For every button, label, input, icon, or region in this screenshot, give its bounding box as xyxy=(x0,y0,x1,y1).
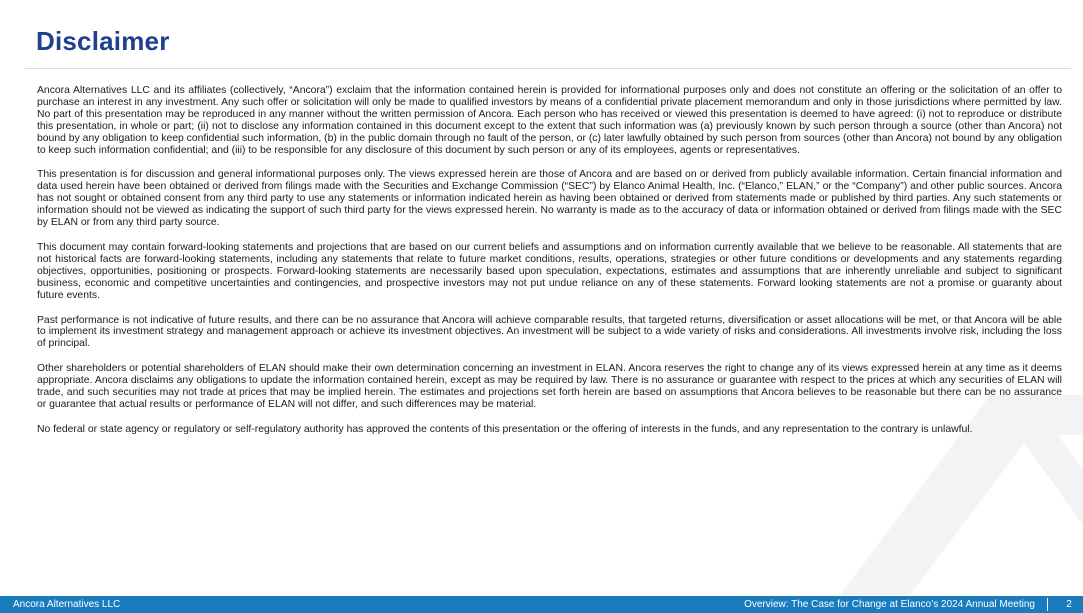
footer-presentation-title: Overview: The Case for Change at Elanco’s 2024 Annual Meeting xyxy=(744,599,1035,610)
disclaimer-paragraph: This document may contain forward-looking statements and projections that are based on our current beliefs and assumptions and on information currently available that we believe to be reasonable. All statements that are not historical facts are forward-looking statements, including any statements that relate to future market conditions, results, operations, strategies or other future conditions or developments and any statements regarding objectives, opportunities, positioning or prospects. Forward-looking statements are necessarily based upon speculation, expectations, estimates and assumptions that are inherently unreliable and subject to significant business, economic and competitive uncertainties and contingencies, and prospective investors may not put undue reliance on any of these statements. Forward looking statements are not a promise or guaranty about future events. xyxy=(37,241,1062,301)
page-number: 2 xyxy=(1066,599,1072,610)
footer-bar xyxy=(0,596,1083,613)
disclaimer-body xyxy=(37,85,1062,449)
page-title: Disclaimer xyxy=(36,26,170,56)
footer-divider xyxy=(1047,598,1048,611)
footer-company: Ancora Alternatives LLC xyxy=(13,599,121,610)
disclaimer-paragraph: This presentation is for discussion and general informational purposes only. The views expressed herein are those of Ancora and are based on or derived from publicly available information. Certain financial information and data used herein have been obtained or derived from filings made with the Securities and Exchange Commission (“SEC”) by Elanco Animal Health, Inc. (“Elanco,” ELAN,” or the “Company”) and other public sources. Ancora has not sought or obtained consent from any third party to use any statements or information indicated herein as having been obtained or derived from statements made or published by third parties. Any such statements or information should not be viewed as indicating the support of such third party for the views expressed herein. No warranty is made as to the accuracy of data or information obtained or derived from filings made with the SEC by ELAN or from any third party source. xyxy=(37,169,1062,229)
title-divider xyxy=(25,68,1071,69)
disclaimer-paragraph: Past performance is not indicative of future results, and there can be no assurance that Ancora will achieve comparable results, that targeted returns, diversification or asset allocations will be met, or that Ancora will be able to implement its investment strategy and management approach or achieve its investment objectives. An investment will be subject to a wide variety of risks and considerations. All investments involve risk, including the loss of principal. xyxy=(37,314,1062,350)
disclaimer-paragraph: Other shareholders or potential shareholders of ELAN should make their own determination concerning an investment in ELAN. Ancora reserves the right to change any of its views expressed herein at any time as it deems appropriate. Ancora disclaims any obligations to update the information contained herein, except as may be required by law. There is no assurance or guarantee with respect to the prices at which any securities of ELAN will trade, and such securities may not trade at prices that may be implied herein. The estimates and projections set forth herein are based on assumptions that Ancora believes to be reasonable but there can be no assurance or guarantee that actual results or performance of ELAN will not differ, and such differences may be material. xyxy=(37,363,1062,410)
disclaimer-paragraph: No federal or state agency or regulatory or self-regulatory authority has approved the contents of this presentation or the offering of interests in the funds, and any representation to the contrary is unlawful. xyxy=(37,423,973,435)
disclaimer-paragraph: Ancora Alternatives LLC and its affiliates (collectively, “Ancora”) exclaim that the information contained herein is provided for informational purposes only and does not constitute an offering or the solicitation of an offer to purchase an interest in any investment. Any such offer or solicitation will only be made to qualified investors by means of a confidential private placement memorandum and only in those jurisdictions where permitted by law. No part of this presentation may be reproduced in any manner without the written permission of Ancora. Each person who has received or viewed this presentation is deemed to have agreed: (i) not to reproduce or distribute this presentation, in whole or part; (ii) not to disclose any information contained in this document except to the extent that such information was (a) previously known by such person through a source (other than Ancora) not bound by any obligation to keep confidential such information, (b) in the public domain through no fault of the person, or (c) later lawfully obtained by such person from sources (other than Ancora) not bound by any obligation to keep such information confidential; and (iii) to be responsible for any disclosure of this document by such person or any of its employees, agents or representatives. xyxy=(37,85,1062,156)
